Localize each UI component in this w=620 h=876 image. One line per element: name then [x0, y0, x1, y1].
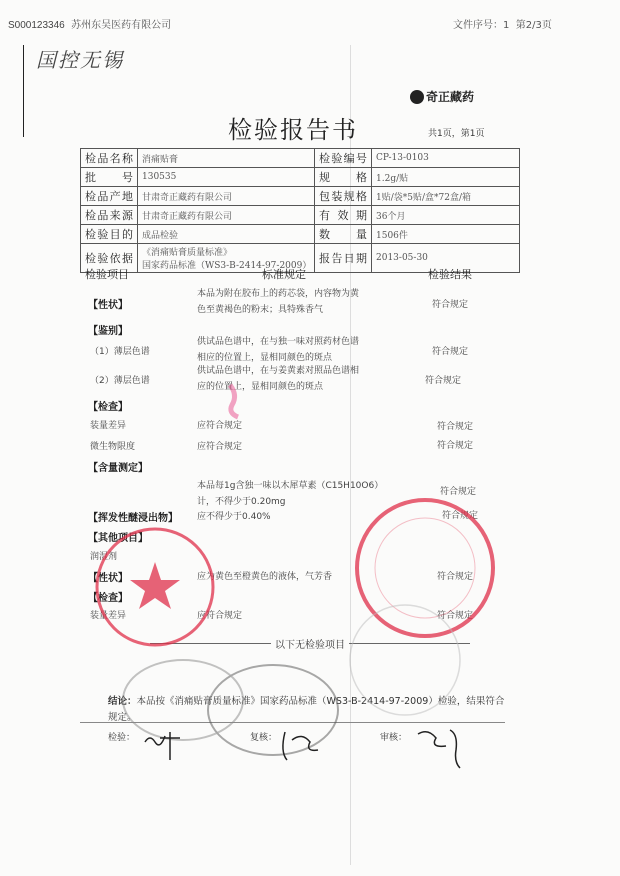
header-left	[8, 16, 171, 31]
section-label: 【其他项目】	[88, 533, 148, 544]
standard-name: 《消痛贴膏质量标准》	[142, 248, 233, 258]
cell-value: 1.2g/贴	[372, 168, 520, 187]
item-standard	[197, 478, 383, 510]
item-label: 微生物限度	[90, 442, 136, 452]
scan-border	[23, 45, 24, 137]
item-label: 润湿剂	[90, 552, 118, 562]
cell-label: 批 号	[81, 168, 138, 187]
std-line: 本品每1g含独一味以木犀草素（C15H10O6）	[197, 481, 384, 491]
cell-label: 包装规格	[315, 187, 372, 206]
info-table	[80, 148, 520, 273]
table-row	[81, 206, 520, 225]
item-label: （2）薄层色谱	[90, 376, 150, 386]
handwritten-note: 国控无锡	[36, 48, 124, 72]
cell-label: 检验依据	[81, 244, 138, 273]
cell-value: CP-13-0103	[372, 149, 520, 168]
item-label: 【含量测定】	[88, 463, 148, 474]
table-row	[81, 225, 520, 244]
company-logo	[410, 88, 474, 105]
cell-value: 1506件	[372, 225, 520, 244]
end-note: 以下无检验项目	[275, 640, 345, 651]
std-line: 供试品色谱中，在与独一味对照药材色谱	[197, 337, 360, 347]
header-right	[453, 16, 552, 31]
cell-label: 检品来源	[81, 206, 138, 225]
table-row	[81, 149, 520, 168]
signature-marks	[145, 730, 460, 768]
item-result: 符合规定	[440, 487, 477, 497]
item-standard: 应符合规定	[197, 442, 243, 452]
std-line: 色至黄褐色的粉末；具特殊香气	[197, 305, 324, 315]
item-label: 装量差异	[90, 611, 127, 621]
item-label: （1）薄层色谱	[90, 347, 150, 357]
auditor-label: 审核：	[380, 733, 408, 743]
cell-value: 甘肃奇正藏药有限公司	[138, 206, 315, 225]
end-of-items	[150, 636, 470, 651]
item-result: 符合规定	[425, 376, 462, 386]
item-result: 符合规定	[437, 441, 474, 451]
item-label: 【挥发性醚浸出物】	[88, 513, 178, 524]
col-header-standard: 标准规定	[262, 268, 306, 281]
cell-value: 甘肃奇正藏药有限公司	[138, 187, 315, 206]
cell-label: 有 效 期	[315, 206, 372, 225]
std-line: 计，不得少于0.20mg	[197, 497, 286, 507]
conclusion-text: 本品按《消痛贴膏质量标准》国家药品标准（WS3-B-2414-97-2009）检验，结果符合规定。	[108, 696, 505, 723]
std-line: 本品为附在胶布上的药芯袋，内容物为黄	[197, 289, 360, 299]
cell-label: 检品名称	[81, 149, 138, 168]
item-result: 符合规定	[442, 511, 479, 521]
item-label: 【性状】	[88, 573, 128, 584]
cell-label: 检验编号	[315, 149, 372, 168]
doc-code: S000123346	[8, 20, 65, 31]
red-stamp-left	[97, 529, 213, 645]
divider	[80, 722, 505, 723]
cell-label: 检品产地	[81, 187, 138, 206]
page-title: 检验报告书	[228, 116, 358, 144]
item-standard	[197, 286, 359, 318]
cell-value: 130535	[138, 168, 315, 187]
cell-label: 报告日期	[315, 244, 372, 273]
logo-text: 奇正藏药	[426, 90, 475, 104]
logo-icon	[410, 90, 424, 104]
section-label: 【检查】	[88, 402, 128, 413]
std-line: 应的位置上，显相同颜色的斑点	[197, 382, 324, 392]
reviewer-label: 复核：	[250, 733, 278, 743]
item-standard	[197, 363, 359, 395]
item-result: 符合规定	[437, 572, 474, 582]
item-result: 符合规定	[437, 611, 474, 621]
item-result: 符合规定	[437, 422, 474, 432]
cell-value: 36个月	[372, 206, 520, 225]
cell-value: 2013-05-30	[372, 244, 520, 273]
item-standard: 应符合规定	[197, 611, 243, 621]
item-standard: 应不得少于0.40%	[197, 512, 271, 522]
table-row	[81, 187, 520, 206]
table-row	[81, 168, 520, 187]
inspector-label: 检验：	[108, 733, 136, 743]
cell-value: 成品检验	[138, 225, 315, 244]
item-label: 【性状】	[88, 300, 128, 311]
standard-code: 国家药品标准（WS3-B-2414-97-2009）	[142, 261, 312, 271]
item-standard	[197, 334, 359, 366]
cell-value: 1贴/袋*5贴/盒*72盒/箱	[372, 187, 520, 206]
section-label: 【鉴别】	[88, 326, 128, 337]
section-label: 【检查】	[88, 593, 128, 604]
page-number: 第2/3页	[515, 20, 552, 31]
cell-value: 消痛贴膏	[138, 149, 315, 168]
std-line: 供试品色谱中，在与姜黄素对照品色谱相	[197, 366, 360, 376]
cell-label: 数 量	[315, 225, 372, 244]
cell-label: 规 格	[315, 168, 372, 187]
item-result: 符合规定	[432, 300, 469, 310]
cell-label: 检验目的	[81, 225, 138, 244]
item-standard: 应符合规定	[197, 421, 243, 431]
col-header-item: 检验项目	[85, 268, 129, 281]
file-seq: 文件序号：1	[453, 20, 510, 31]
col-header-result: 检验结果	[428, 268, 472, 281]
std-line: 相应的位置上，显相同颜色的斑点	[197, 353, 333, 363]
page-info: 共1页，第1页	[428, 129, 485, 139]
conclusion-label: 结论：	[108, 696, 137, 707]
item-standard: 应为黄色至橙黄色的液体，气芳香	[197, 572, 333, 582]
company-name: 苏州东吴医药有限公司	[71, 20, 172, 31]
item-label: 装量差异	[90, 421, 127, 431]
gray-stamps	[123, 605, 460, 755]
item-result: 符合规定	[432, 347, 469, 357]
